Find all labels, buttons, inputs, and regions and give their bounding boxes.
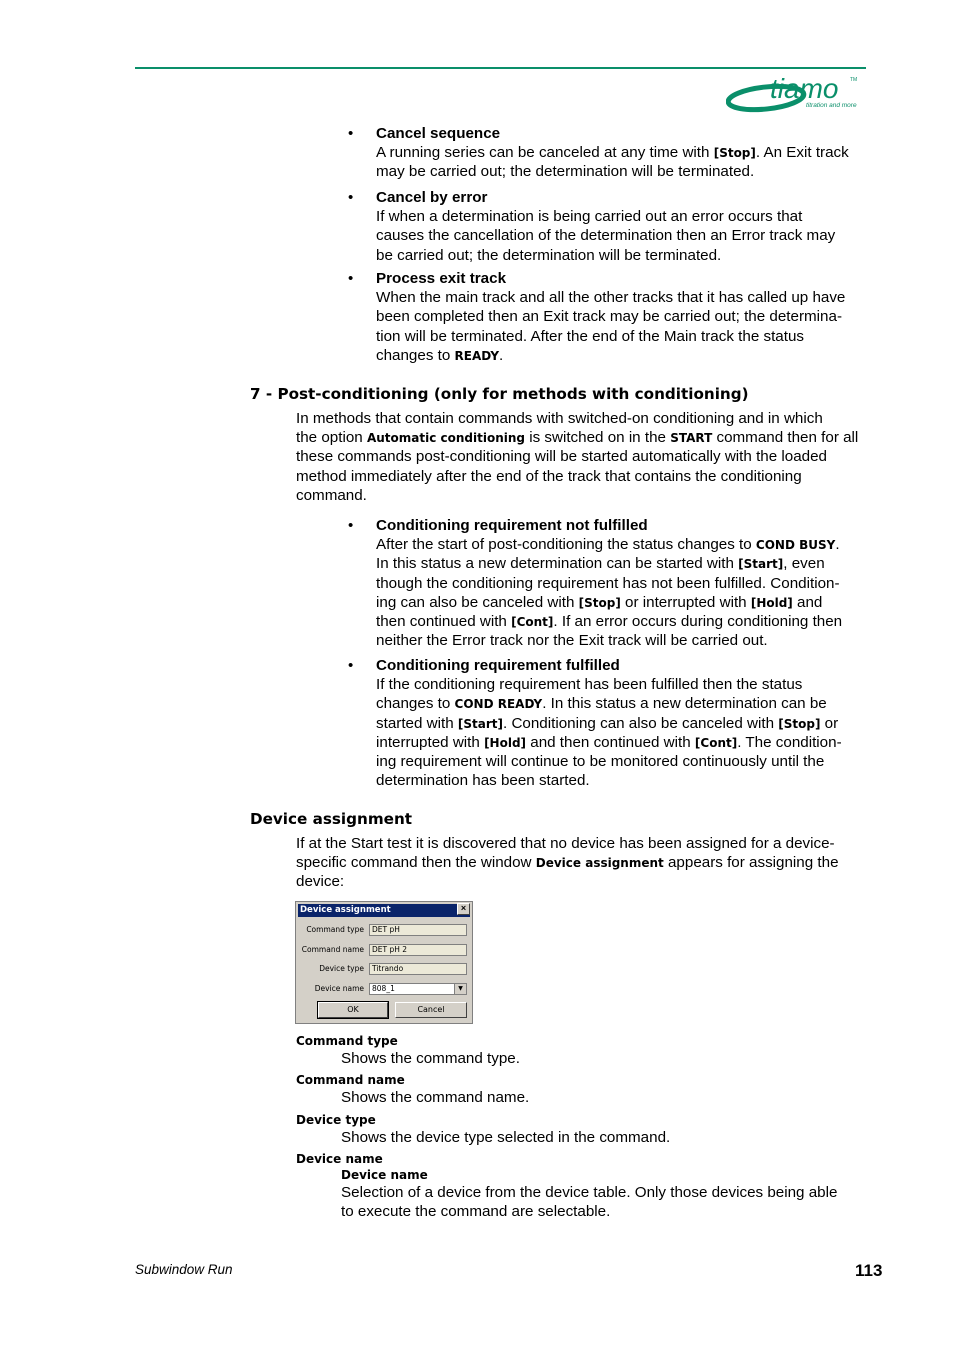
- bullet-marker: •: [348, 517, 354, 534]
- dialog-readonly-field: Titrando: [369, 963, 467, 975]
- bullet-line: interrupted with [Hold] and then continued with [Cont]. The condition-: [376, 733, 842, 751]
- bullet-line: tion will be terminated. After the end of the Main track the status: [376, 327, 805, 345]
- bullet-line: If the conditioning requirement has been fulfilled then the status: [376, 676, 803, 694]
- ui-keyword: [Stop]: [578, 595, 621, 610]
- paragraph-line: command.: [296, 486, 367, 504]
- ui-keyword: [Hold]: [484, 735, 527, 750]
- ui-keyword: COND READY: [454, 697, 543, 712]
- ui-keyword: [Start]: [738, 557, 784, 572]
- bullet-marker: •: [348, 125, 354, 142]
- bullet-line: be carried out; the determination will be terminated.: [376, 246, 722, 264]
- bullet-title: Cancel by error: [376, 189, 488, 206]
- definition-term: Command type: [296, 1034, 398, 1048]
- dialog-field-label: Device type: [319, 964, 364, 973]
- dialog-readonly-field: DET pH 2: [369, 944, 467, 956]
- paragraph-line: device:: [296, 873, 345, 891]
- section-heading: 7 - Post-conditioning (only for methods with conditioning): [250, 385, 749, 403]
- ui-keyword: Automatic conditioning: [366, 431, 525, 446]
- bullet-line: causes the cancellation of the determination then an Error track may: [376, 227, 836, 245]
- ok-button[interactable]: OK: [318, 1002, 388, 1018]
- bullet-line: though the conditioning requirement has not been fulfilled. Condition-: [376, 574, 840, 592]
- bullet-line: ing can also be canceled with [Stop] or interrupted with [Hold] and: [376, 593, 823, 611]
- ui-keyword: [Cont]: [694, 735, 738, 750]
- definition-term: Device name: [296, 1152, 383, 1166]
- definition-desc: to execute the command are selectable.: [341, 1203, 611, 1221]
- ui-keyword: READY: [454, 348, 500, 363]
- bullet-marker: •: [348, 270, 354, 287]
- paragraph-line: specific command then the window Device assignment appears for assigning the: [296, 854, 839, 872]
- section-heading: Device assignment: [250, 810, 413, 828]
- bullet-line: then continued with [Cont]. If an error occurs during conditioning then: [376, 613, 843, 630]
- ui-keyword: [Cont]: [511, 615, 554, 629]
- tiamo-logo: [726, 72, 868, 116]
- ui-keyword: [Hold]: [750, 595, 793, 610]
- bullet-title: Cancel sequence: [376, 125, 501, 142]
- bullet-marker: •: [348, 189, 354, 206]
- paragraph-line: these commands post-conditioning will be started automatically with the loaded: [296, 448, 828, 466]
- ui-keyword: START: [670, 431, 713, 446]
- bullet-line: When the main track and all the other tracks that it has called up have: [376, 289, 846, 307]
- ui-keyword: COND BUSY: [755, 538, 836, 553]
- paragraph-line: If at the Start test it is discovered that no device has been assigned for a device-: [296, 835, 835, 852]
- bullet-line: After the start of post-conditioning the status changes to COND BUSY.: [376, 536, 840, 554]
- definition-term: Command name: [296, 1073, 405, 1087]
- bullet-line: started with [Start]. Conditioning can also be canceled with [Stop] or: [376, 714, 839, 732]
- paragraph-line: In methods that contain commands with switched-on conditioning and in which: [296, 410, 823, 427]
- dialog-title: Device assignment: [298, 904, 470, 917]
- header-rule: [135, 67, 866, 69]
- bullet-title: Process exit track: [376, 270, 507, 287]
- bullet-title: Conditioning requirement fulfilled: [376, 657, 620, 674]
- cancel-button[interactable]: Cancel: [395, 1002, 467, 1018]
- bullet-line: may be carried out; the determination will be terminated.: [376, 163, 755, 181]
- definition-desc: Selection of a device from the device table. Only those devices being able: [341, 1184, 838, 1201]
- definition-desc: Shows the command name.: [341, 1089, 530, 1106]
- footer-section: Subwindow Run: [135, 1262, 233, 1277]
- bullet-line: If when a determination is being carried out an error occurs that: [376, 208, 803, 226]
- bullet-line: determination has been started.: [376, 772, 590, 790]
- paragraph-line: the option Automatic conditioning is switched on in the START command then for all: [296, 429, 859, 447]
- definition-term: Device type: [296, 1113, 376, 1127]
- close-icon[interactable]: ×: [457, 903, 470, 915]
- bullet-line: neither the Error track nor the Exit track will be carried out.: [376, 632, 768, 650]
- logo-trademark: TM: [850, 77, 858, 83]
- definition-subterm: Device name: [341, 1168, 428, 1182]
- bullet-line: A running series can be canceled at any time with [Stop]. An Exit track: [376, 144, 849, 162]
- bullet-line: ing requirement will continue to be monitored continuously until the: [376, 753, 825, 770]
- logo-tagline: titration and more: [806, 102, 857, 109]
- page-number: 113: [855, 1261, 883, 1280]
- ui-keyword: [Stop]: [778, 716, 821, 731]
- ui-keyword: [Stop]: [713, 146, 756, 161]
- bullet-line: changes to COND READY. In this status a new determination can be: [376, 695, 827, 713]
- dialog-field-label: Command type: [306, 925, 364, 934]
- device-assignment-dialog: [295, 901, 473, 1024]
- ui-keyword: [Start]: [457, 716, 503, 731]
- bullet-title: Conditioning requirement not fulfilled: [376, 517, 648, 534]
- bullet-line: changes to READY.: [376, 346, 504, 364]
- definition-desc: Shows the command type.: [341, 1050, 520, 1067]
- paragraph-line: method immediately after the end of the track that contains the conditioning: [296, 467, 802, 485]
- bullet-marker: •: [348, 657, 354, 674]
- ui-keyword: Device assignment: [535, 856, 664, 871]
- definition-desc: Shows the device type selected in the command.: [341, 1129, 671, 1146]
- dialog-field-label: Device name: [314, 983, 364, 993]
- chevron-down-icon[interactable]: ▼: [454, 984, 466, 994]
- bullet-line: been completed then an Exit track may be carried out; the determina-: [376, 308, 842, 326]
- device-name-select[interactable]: 808_1 ▼: [369, 983, 467, 995]
- dialog-readonly-field: DET pH: [369, 924, 467, 936]
- logo-text: tiamo: [770, 73, 839, 104]
- dialog-field-label: Command name: [301, 944, 364, 954]
- bullet-line: In this status a new determination can be started with [Start], even: [376, 555, 825, 573]
